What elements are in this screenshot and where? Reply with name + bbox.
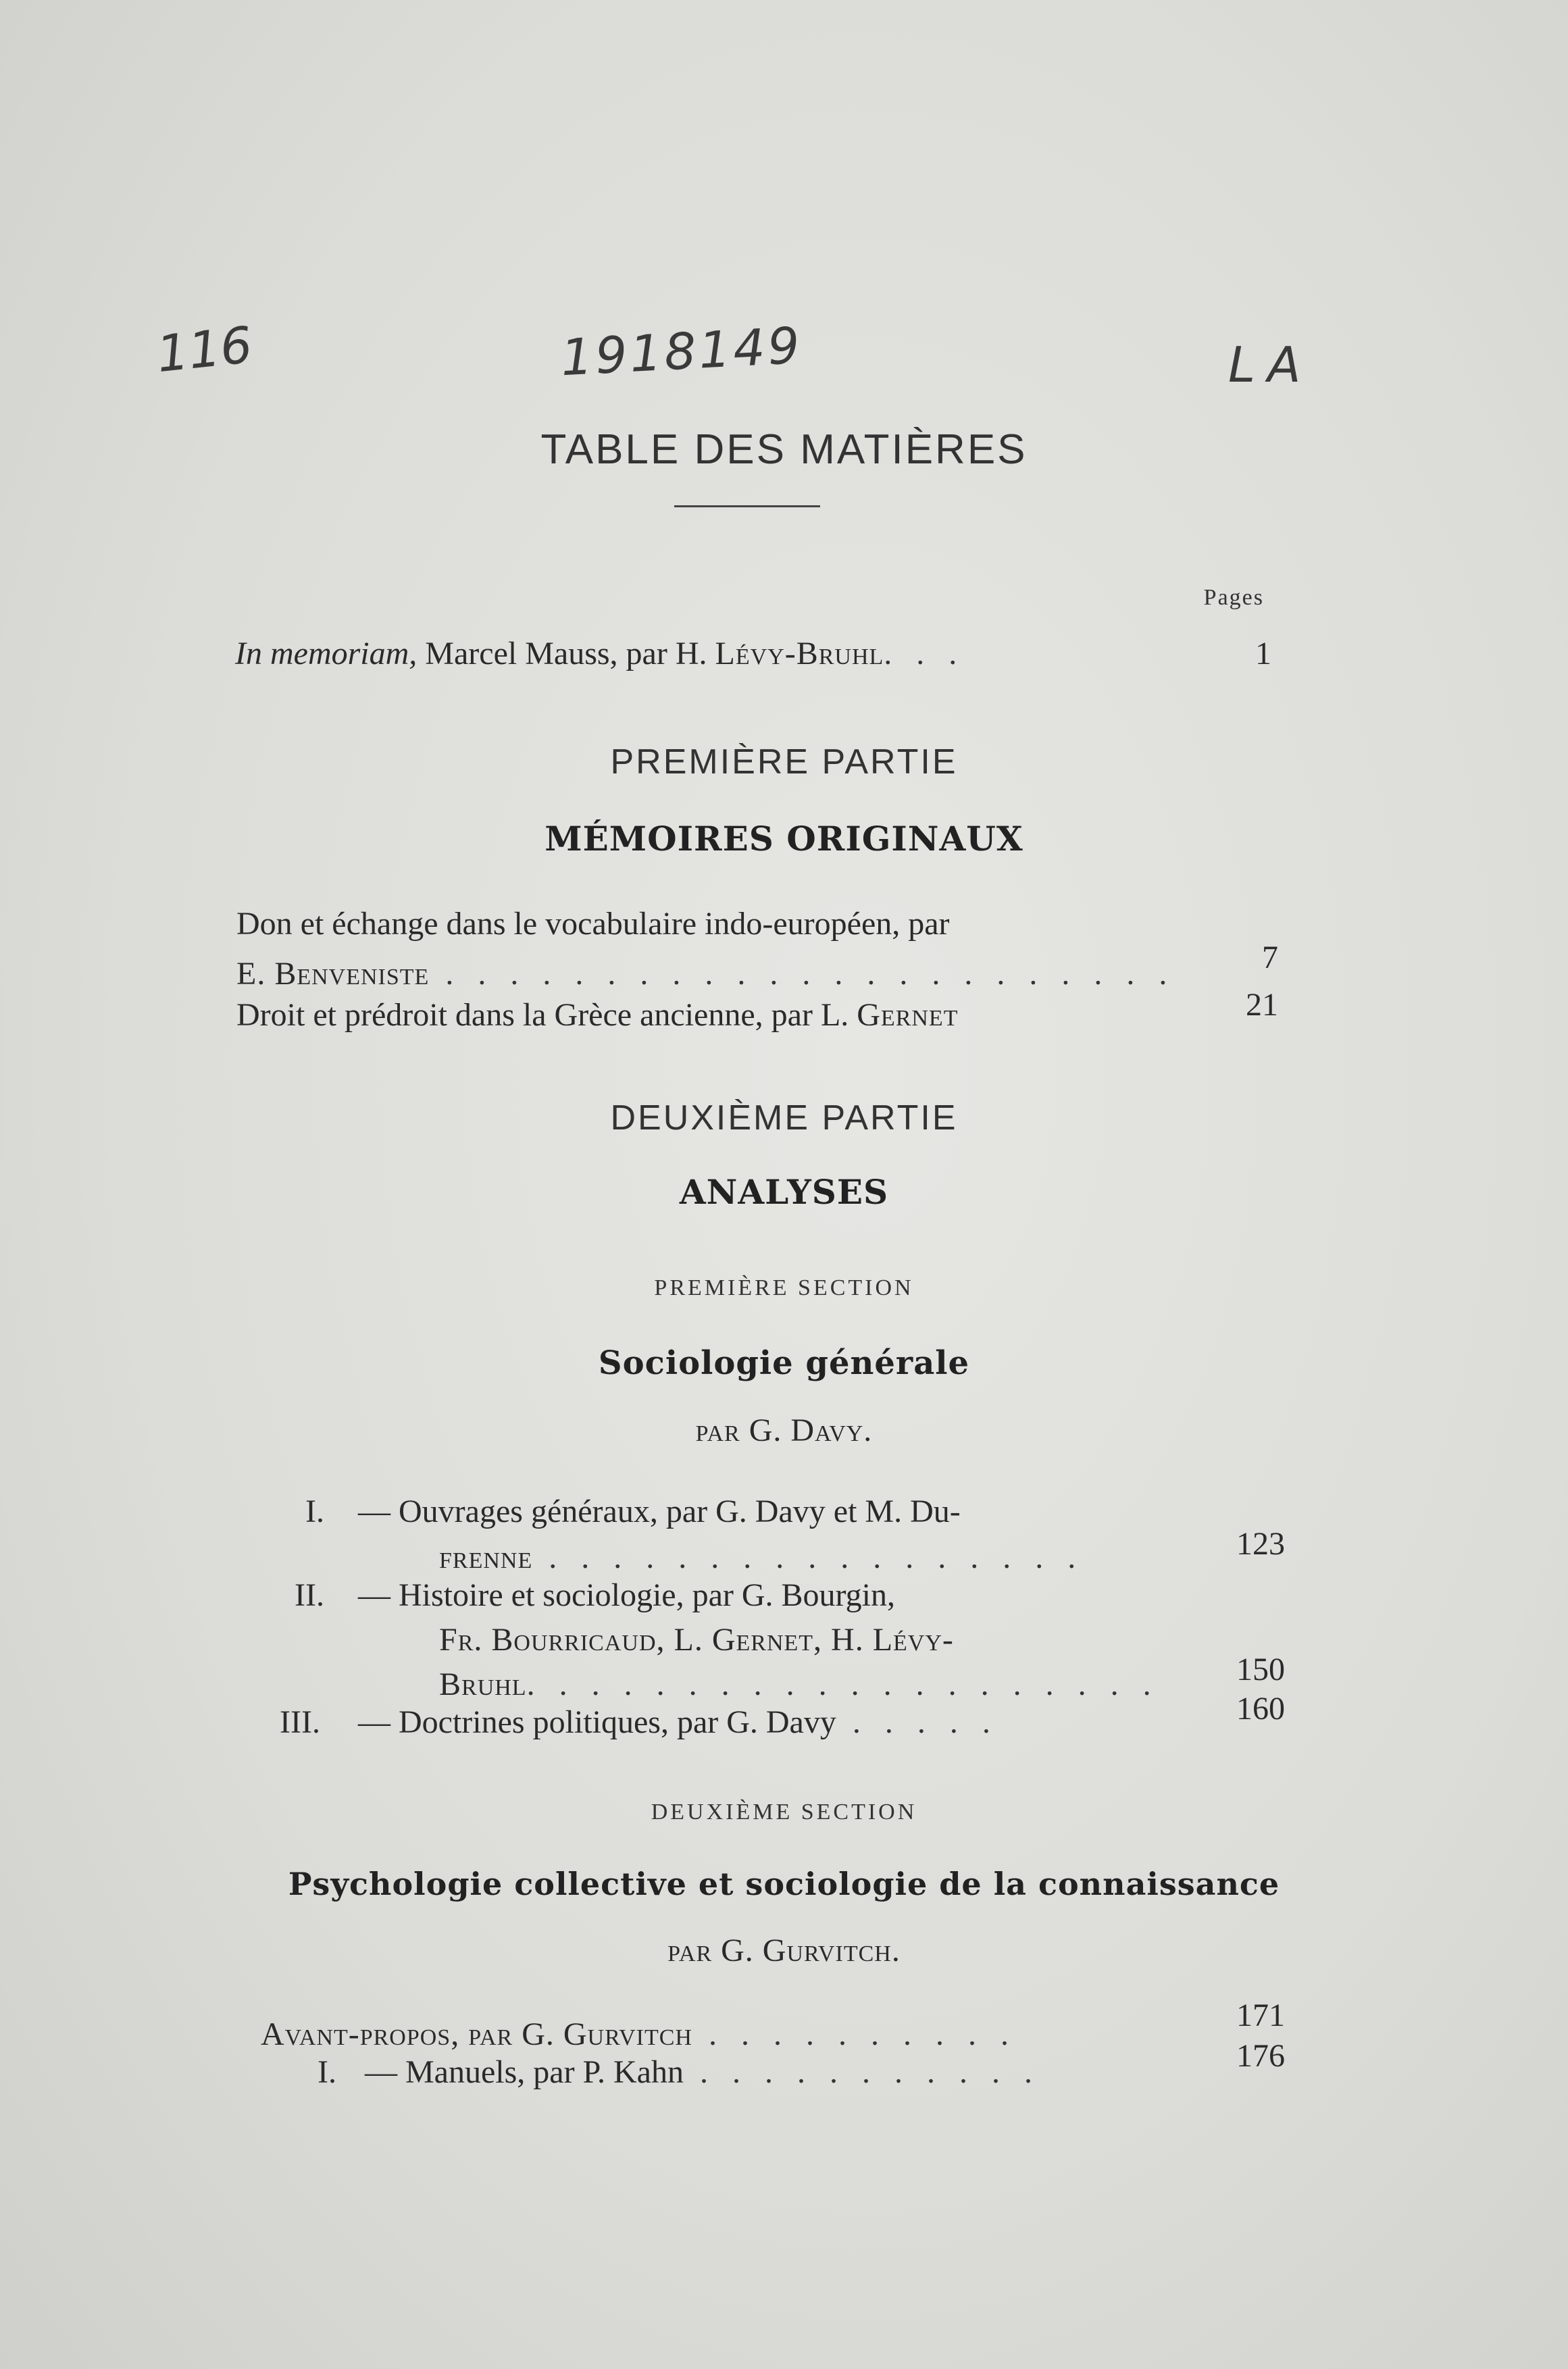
- toc-entry-memoriam: [235, 635, 965, 672]
- entry-text: — Doctrines politiques, par G. Davy: [358, 1704, 836, 1740]
- page-number: 1: [1255, 636, 1271, 671]
- toc-entry: [358, 1704, 998, 1741]
- section-title: Sociologie générale: [598, 1344, 970, 1382]
- toc-entry: — Histoire et sociologie, par G. Bourgin,: [358, 1577, 895, 1613]
- toc-entry-continued: [236, 955, 1175, 992]
- page-number: 21: [1246, 987, 1278, 1023]
- entry-text: Droit et prédroit dans la Grèce ancienne, par L.: [236, 997, 857, 1033]
- section-byline: par G. Davy.: [695, 1412, 873, 1448]
- toc-entry-continued: [439, 1666, 1159, 1703]
- part-subheading: ANALYSES: [679, 1172, 889, 1212]
- entry-text: frenne: [439, 1539, 533, 1575]
- leader-dots: . . . . . . . . . . . . . . . . .: [532, 1539, 1084, 1575]
- handwritten-mark-center: 1918149: [559, 316, 804, 388]
- page-number: 160: [1236, 1691, 1285, 1727]
- title-rule: [674, 505, 820, 507]
- pages-column-label: Pages: [1203, 585, 1264, 610]
- section-byline: par G. Gurvitch.: [667, 1933, 901, 1968]
- leader-dots: . . . . .: [836, 1704, 998, 1740]
- entry-author: E. Benveniste: [236, 956, 430, 992]
- leader-dots: . . . . . . . . . .: [692, 2016, 1017, 2052]
- page-number: 123: [1236, 1526, 1285, 1562]
- part-subheading: MÉMOIRES ORIGINAUX: [545, 819, 1023, 859]
- memoriam-text: Marcel Mauss, par H.: [417, 636, 715, 671]
- section-label: PREMIÈRE SECTION: [654, 1275, 914, 1300]
- leader-dots: . . . . . . . . . . .: [683, 2054, 1040, 2090]
- page-number: 7: [1262, 940, 1278, 975]
- leader-dots: . . .: [884, 636, 965, 671]
- toc-entry-continued: [439, 1539, 1084, 1576]
- page-title: TABLE DES MATIÈRES: [540, 426, 1028, 473]
- part-heading: PREMIÈRE PARTIE: [610, 742, 958, 782]
- handwritten-mark-left: 116: [153, 315, 255, 384]
- leader-dots: . . . . . . . . . . . . . . . . . . . .: [526, 1666, 1159, 1702]
- page-number: 176: [1236, 2038, 1285, 2074]
- handwritten-mark-right: LA: [1228, 336, 1313, 393]
- toc-entry-number: I.: [318, 2054, 336, 2090]
- toc-entry: — Ouvrages généraux, par G. Davy et M. Du-: [358, 1494, 961, 1529]
- toc-entry-number: III.: [280, 1704, 320, 1740]
- toc-entry: [261, 2016, 1017, 2053]
- memoriam-author: Lévy-Bruhl: [715, 636, 884, 671]
- toc-entry: [365, 2054, 1040, 2091]
- section-title: Psychologie collective et sociologie de la connaissance: [288, 1866, 1280, 1902]
- entry-text: Avant-propos, par G. Gurvitch: [261, 2016, 692, 2052]
- toc-entry-number: I.: [305, 1494, 324, 1529]
- page-number: 150: [1236, 1652, 1285, 1687]
- entry-text: Bruhl: [439, 1666, 527, 1702]
- toc-entry-continued: Fr. Bourricaud, L. Gernet, H. Lévy-: [439, 1622, 954, 1658]
- entry-author: Gernet: [857, 997, 959, 1033]
- page-number: 171: [1236, 1997, 1285, 2033]
- toc-entry: Don et échange dans le vocabulaire indo-européen, par: [236, 906, 950, 942]
- part-heading: DEUXIÈME PARTIE: [610, 1098, 958, 1138]
- entry-text: — Manuels, par P. Kahn: [365, 2054, 684, 2090]
- memoriam-italic: In memoriam,: [235, 636, 418, 671]
- toc-entry-number: II.: [295, 1577, 324, 1613]
- section-label: DEUXIÈME SECTION: [651, 1800, 917, 1825]
- toc-entry: [236, 996, 958, 1034]
- leader-dots: . . . . . . . . . . . . . . . . . . . . . . .: [429, 956, 1175, 992]
